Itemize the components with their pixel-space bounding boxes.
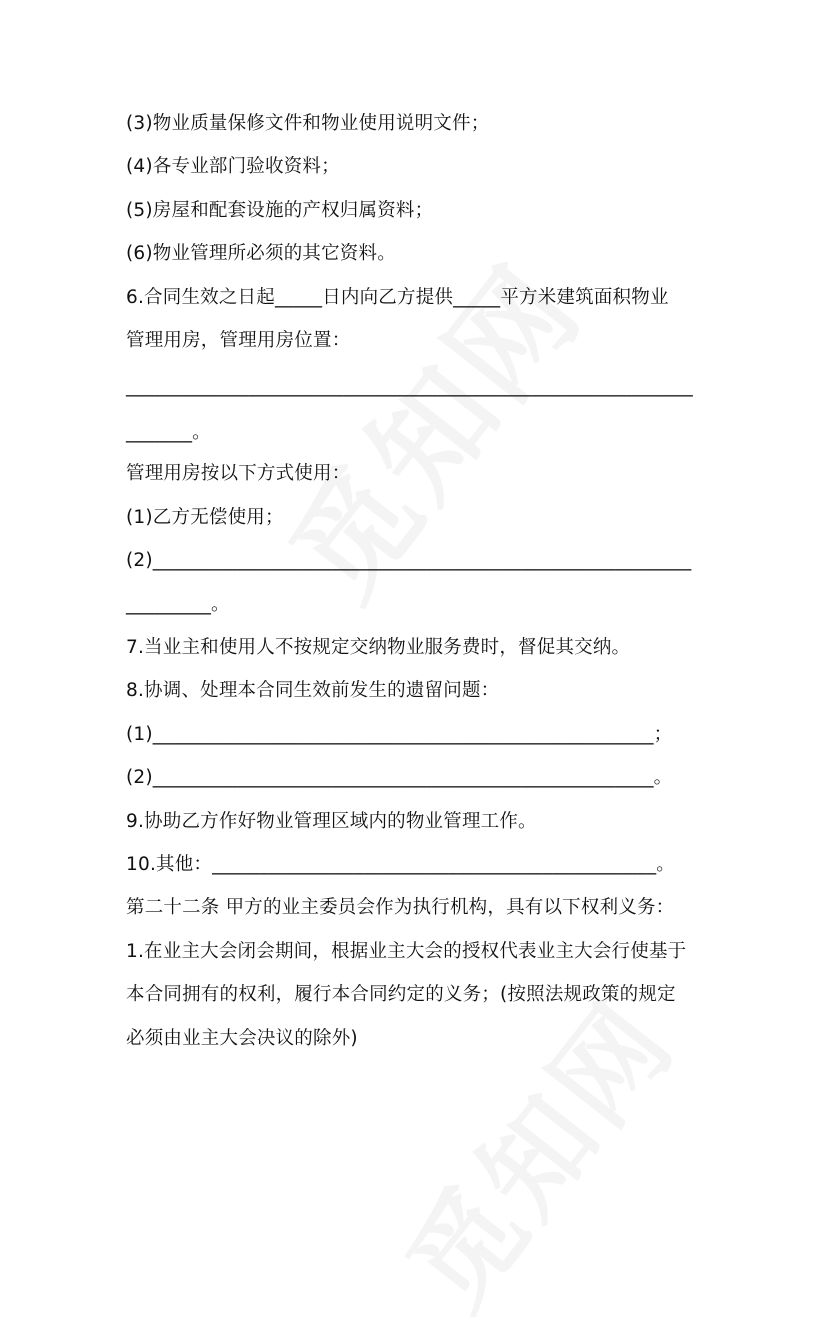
fill-in-blank: (2)_____________________________________________________。 [126,767,673,788]
text-line: 8.协调、处理本合同生效前发生的遗留问题： [126,680,500,701]
article-heading: 第二十二条 甲方的业主委员会作为执行机构，具有以下权利义务： [126,897,675,918]
text-line: 必须由业主大会决议的除外) [126,1028,358,1049]
text-line: 1.在业主大会闭会期间，根据业主大会的授权代表业主大会行使基于 [126,941,687,962]
text-line: (5)房屋和配套设施的产权归属资料； [126,200,434,221]
fill-in-blank: _______。 [126,422,211,443]
text-line: 管理用房按以下方式使用： [126,463,351,484]
fill-in-blank: (2)_________________________________________________________ [126,550,692,571]
text-line: (1)乙方无偿使用； [126,507,284,528]
text-line: 本合同拥有的权利，履行本合同约定的义务；(按照法规政策的规定 [126,984,676,1005]
text-line: 9.协助乙方作好物业管理区域内的物业管理工作。 [126,811,537,832]
text-line: 7.当业主和使用人不按规定交纳物业服务费时，督促其交纳。 [126,637,631,658]
watermark [365,963,704,1335]
text-line: (4)各专业部门验收资料； [126,156,340,177]
fill-in-blank: (1)_____________________________________________________； [126,724,673,745]
text-line: (3)物业质量保修文件和物业使用说明文件； [126,113,490,134]
text-line: 管理用房，管理用房位置： [126,330,351,351]
fill-in-blank: 10.其他：_______________________________________________。 [126,854,675,875]
fill-in-blank: _________。 [126,594,230,615]
fill-in-blank: ____________________________________________________________ [126,376,693,397]
text-line: (6)物业管理所必须的其它资料。 [126,243,396,264]
text-line: 6.合同生效之日起_____日内向乙方提供_____平方米建筑面积物业 [126,287,669,308]
